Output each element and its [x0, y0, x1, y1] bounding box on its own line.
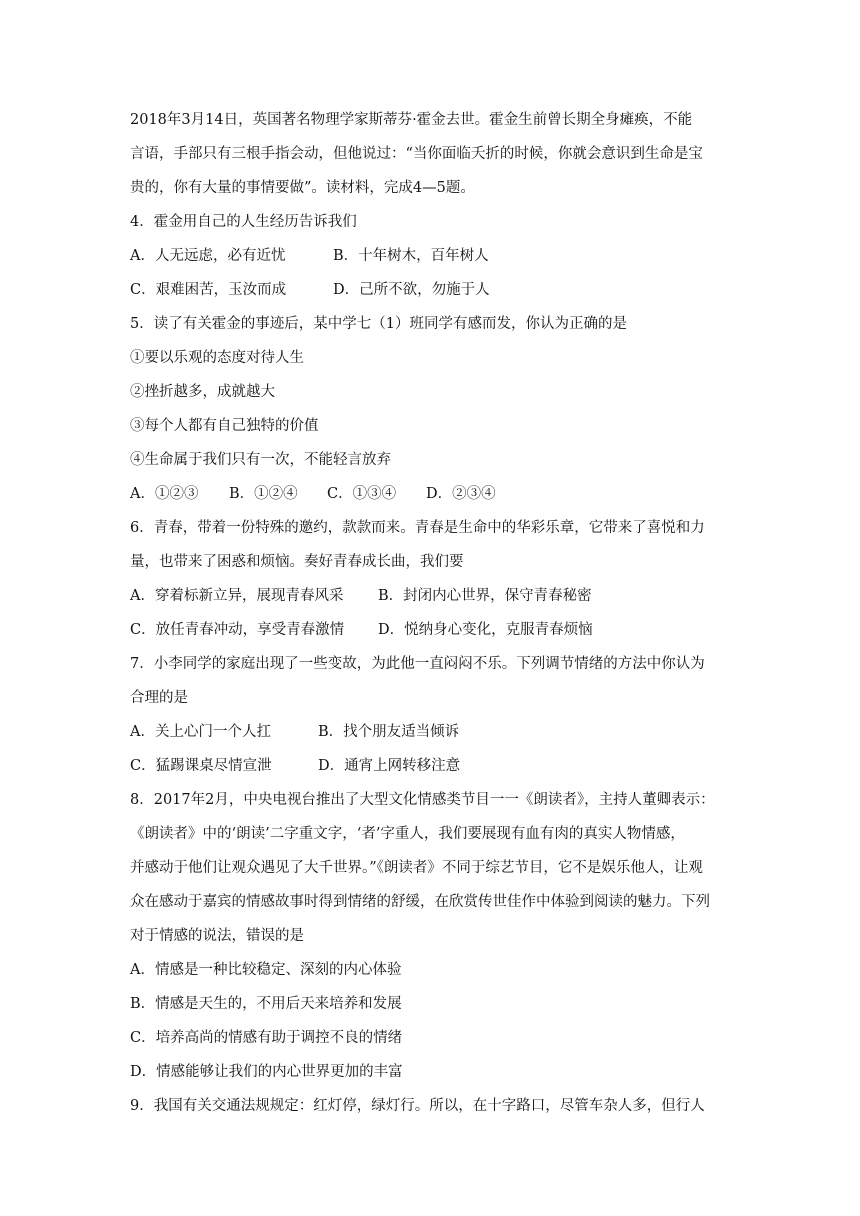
q5-statement-3: ③每个人都有自己独特的价值: [130, 418, 319, 434]
q8-stem-line-4: 众在感动于嘉宾的情感故事时得到情绪的舒缓，在欣赏传世佳作中体验到阅读的魅力。下列: [130, 894, 710, 910]
q4-option-b: B．十年树木，百年树人: [333, 248, 489, 264]
q8-option-d: D．情感能够让我们的内心世界更加的丰富: [130, 1064, 403, 1080]
q5-option-d: D．②③④: [426, 486, 496, 502]
q6-option-c: C．放任青春冲动，享受青春激情: [130, 622, 345, 638]
q5-statement-4: ④生命属于我们只有一次，不能轻言放弃: [130, 452, 391, 468]
q5-statement-1: ①要以乐观的态度对待人生: [130, 350, 304, 366]
q4-option-c: C．艰难困苦，玉汝而成: [130, 282, 287, 298]
q4-option-d: D．己所不欲，勿施于人: [333, 282, 490, 298]
q5-option-a: A．①②③: [130, 486, 199, 502]
q5-statement-2: ②挫折越多，成就越大: [130, 384, 275, 400]
q8-stem-line-5: 对于情感的说法，错误的是: [130, 928, 304, 944]
q9-stem-line-1: 9．我国有关交通法规规定：红灯停，绿灯行。所以，在十字路口，尽管车杂人多，但行人: [130, 1098, 705, 1114]
q6-stem-line-2: 量，也带来了困惑和烦恼。奏好青春成长曲，我们要: [130, 554, 464, 570]
q4-stem: 4．霍金用自己的人生经历告诉我们: [130, 214, 357, 230]
intro-line-2: 言语，手部只有三根手指会动，但他说过：“当你面临夭折的时候，你就会意识到生命是宝: [130, 146, 703, 162]
q5-stem: 5．读了有关霍金的事迹后，某中学七（1）班同学有感而发，你认为正确的是: [130, 316, 627, 332]
intro-line-1: 2018年3月14日，英国著名物理学家斯蒂芬·霍金去世。霍金生前曾长期全身瘫痪，不能: [130, 112, 693, 128]
q7-option-c: C．猛踢课桌尽情宣泄: [130, 758, 272, 774]
q4-option-a: A．人无远虑，必有近忧: [130, 248, 286, 264]
q7-option-a: A．关上心门一个人扛: [130, 724, 271, 740]
q8-option-b: B．情感是天生的，不用后天来培养和发展: [130, 996, 402, 1012]
q7-stem-line-2: 合理的是: [130, 690, 188, 706]
q8-stem-line-1: 8．2017年2月，中央电视台推出了大型文化情感类节目一一《朗读者》，主持人董卿表示：: [130, 792, 715, 808]
q5-option-b: B．①②④: [229, 486, 298, 502]
q7-option-b: B．找个朋友适当倾诉: [318, 724, 460, 740]
q8-option-c: C．培养高尚的情感有助于调控不良的情绪: [130, 1030, 403, 1046]
q8-stem-line-3: 并感动于他们让观众遇见了大千世界。”《朗读者》不同于综艺节目，它不是娱乐他人，让观: [130, 860, 703, 876]
q8-stem-line-2: 《朗读者》中的‘朗读’二字重文字，‘者’字重人，我们要展现有血有肉的真实人物情感，: [130, 826, 685, 842]
q5-option-c: C．①③④: [327, 486, 397, 502]
q8-option-a: A．情感是一种比较稳定、深刻的内心体验: [130, 962, 402, 978]
q6-option-a: A．穿着标新立异，展现青春风采: [130, 588, 344, 604]
q6-option-d: D．悦纳身心变化，克服青春烦恼: [378, 622, 593, 638]
q7-option-d: D．通宵上网转移注意: [318, 758, 461, 774]
q6-stem-line-1: 6．青春，带着一份特殊的邀约，款款而来。青春是生命中的华彩乐章，它带来了喜悦和力: [130, 520, 705, 536]
intro-line-3: 贵的，你有大量的事情要做”。读材料，完成4—5题。: [130, 180, 475, 196]
q7-stem-line-1: 7．小李同学的家庭出现了一些变故，为此他一直闷闷不乐。下列调节情绪的方法中你认为: [130, 656, 705, 672]
q6-option-b: B．封闭内心世界，保守青春秘密: [378, 588, 592, 604]
